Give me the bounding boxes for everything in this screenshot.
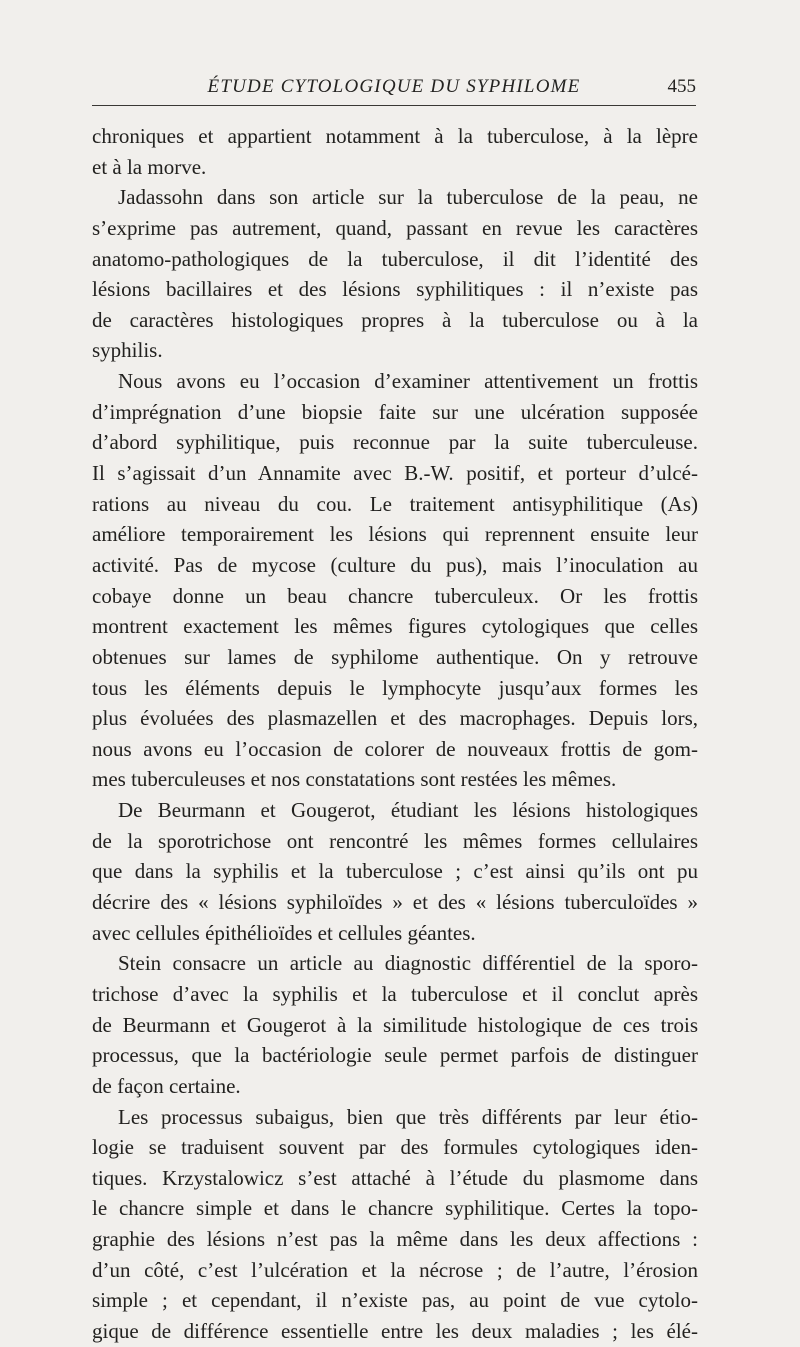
text-line: logie se traduisent souvent par des formules cytologiques iden-	[92, 1135, 698, 1160]
text-line: obtenues sur lames de syphilome authentique. On y retrouve	[92, 644, 698, 669]
text-line: anatomo-pathologiques de la tuberculose, il dit l’identité des	[92, 246, 698, 271]
text-line: syphilis.	[92, 338, 163, 363]
text-line: d’imprégnation d’une biopsie faite sur une ulcération supposée	[92, 399, 698, 424]
text-line: d’abord syphilitique, puis reconnue par la suite tuberculeuse.	[92, 430, 698, 455]
text-line: cobaye donne un beau chancre tuberculeux. Or les frottis	[92, 583, 698, 608]
text-line: simple ; et cependant, il n’existe pas, au point de vue cytolo-	[92, 1288, 698, 1313]
text-line: chroniques et appartient notamment à la tuberculose, à la lèpre	[92, 124, 698, 148]
text-line: et à la morve.	[92, 154, 207, 179]
text-line: d’un côté, c’est l’ulcération et la nécrose ; de l’autre, l’érosion	[92, 1257, 698, 1282]
text-line: plus évoluées des plasmazellen et des macrophages. Depuis lors,	[92, 706, 698, 731]
text-line: rations au niveau du cou. Le traitement antisyphilitique (As)	[92, 491, 698, 516]
text-line: de caractères histologiques propres à la tuberculose ou à la	[92, 307, 698, 332]
text-line: de façon certaine.	[92, 1073, 241, 1098]
page-number: 455	[667, 76, 696, 97]
text-line: tous les éléments depuis le lymphocyte jusqu’aux formes les	[92, 675, 698, 700]
text-line: De Beurmann et Gougerot, étudiant les lésions histologiques	[118, 798, 698, 823]
text-line: Jadassohn dans son article sur la tuberculose de la peau, ne	[118, 185, 698, 210]
text-line: décrire des « lésions syphiloïdes » et des « lésions tuberculoïdes »	[92, 890, 698, 915]
text-line: nous avons eu l’occasion de colorer de nouveaux frottis de gom-	[92, 736, 698, 761]
running-title: ÉTUDE CYTOLOGIQUE DU SYPHILOME	[207, 76, 581, 97]
text-line: Nous avons eu l’occasion d’examiner attentivement un frottis	[118, 369, 698, 394]
text-line: de Beurmann et Gougerot à la similitude histologique de ces trois	[92, 1012, 698, 1037]
body-text	[92, 121, 698, 1347]
text-line: améliore temporairement les lésions qui reprennent ensuite leur	[92, 522, 698, 547]
text-line: mes tuberculeuses et nos constatations sont restées les mêmes.	[92, 767, 617, 792]
text-line: s’exprime pas autrement, quand, passant en revue les caractères	[92, 215, 698, 240]
text-line: Il s’agissait d’un Annamite avec B.-W. positif, et porteur d’ulcé-	[92, 461, 698, 486]
text-line: que dans la syphilis et la tuberculose ; c’est ainsi qu’ils ont pu	[92, 859, 698, 884]
text-line: tiques. Krzystalowicz s’est attaché à l’étude du plasmome dans	[92, 1165, 698, 1190]
text-line: Stein consacre un article au diagnostic différentiel de la sporo-	[118, 951, 698, 976]
text-line: de la sporotrichose ont rencontré les mêmes formes cellulaires	[92, 828, 698, 853]
text-line: graphie des lésions n’est pas la même dans les deux affections :	[92, 1227, 698, 1252]
text-line: gique de différence essentielle entre les deux maladies ; les élé-	[92, 1318, 698, 1343]
text-line: Les processus subaigus, bien que très différents par leur étio-	[118, 1104, 698, 1129]
text-line: montrent exactement les mêmes figures cytologiques que celles	[92, 614, 698, 639]
text-line: activité. Pas de mycose (culture du pus), mais l’inoculation au	[92, 552, 698, 577]
text-line: trichose d’avec la syphilis et la tuberculose et il conclut après	[92, 981, 698, 1006]
text-line: le chancre simple et dans le chancre syphilitique. Certes la topo-	[92, 1196, 698, 1221]
text-line: processus, que la bactériologie seule permet parfois de distinguer	[92, 1043, 698, 1068]
header-rule	[92, 105, 696, 106]
text-line: lésions bacillaires et des lésions syphilitiques : il n’existe pas	[92, 277, 698, 302]
text-line: avec cellules épithélioïdes et cellules géantes.	[92, 920, 476, 945]
page-header	[92, 74, 696, 102]
